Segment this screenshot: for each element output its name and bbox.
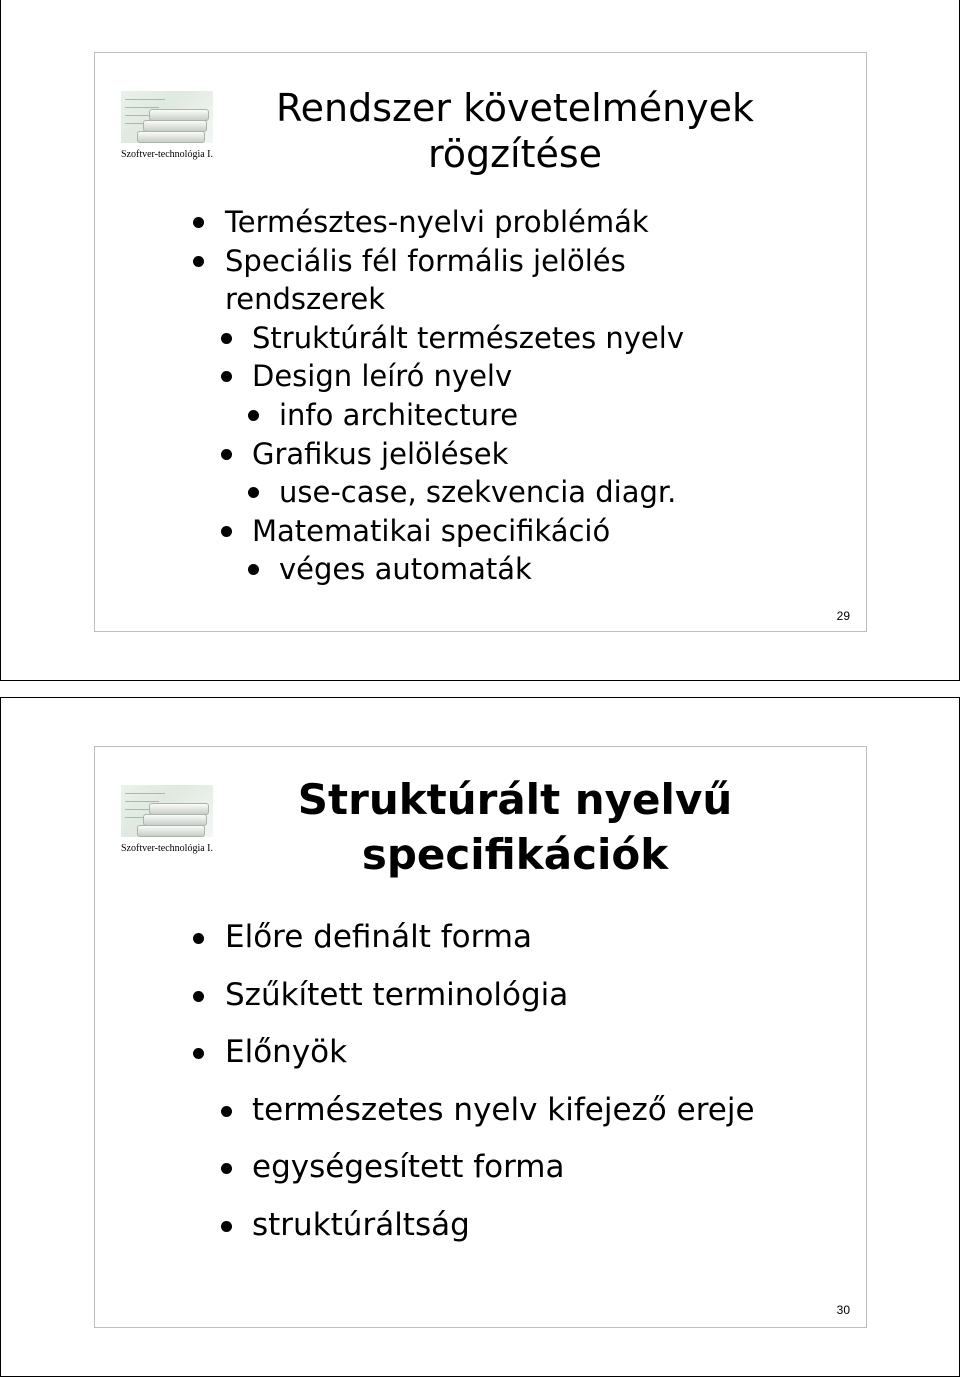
logo-caption: Szoftver-technológia I. [121,149,213,160]
sub-sub-bullet-item: use-case, szekvencia diagr. [225,473,684,512]
slide-title [195,773,835,882]
sub-bullet-item: struktúráltság [225,1197,755,1255]
sub-sub-bullet-item: info architecture [225,396,684,435]
sub-bullet-item: Design leíró nyelv [225,357,684,396]
slide-29 [94,52,867,632]
sub-bullet-item: Struktúrált természetes nyelv [225,319,684,358]
title-line-2: rögzítése [427,132,603,177]
bullet-item: Előnyök [225,1024,755,1082]
logo-caption: Szoftver-technológia I. [121,843,213,854]
slide-30 [94,746,867,1328]
bullet-item-continuation: rendszerek [225,282,386,317]
bullet-item: Természtes-nyelvi problémák [225,203,684,242]
bullet-item: Speciális fél formális jelölés [225,242,684,281]
handout-page-1 [0,0,960,681]
handout-page-2 [0,697,960,1377]
page-number: 30 [836,1303,850,1317]
title-line-1: Rendszer követelmények [275,86,755,130]
page-number: 29 [836,609,850,623]
bullet-list [225,909,755,1254]
slide-title [195,85,835,178]
sub-bullet-item: Matematikai specifikáció [225,512,684,551]
bullet-list [225,203,684,589]
sub-bullet-item: Grafikus jelölések [225,435,684,474]
title-line-1: Struktúrált nyelvű [297,775,733,824]
sub-bullet-item: egységesített forma [225,1139,755,1197]
sub-bullet-item: természetes nyelv kifejező ereje [225,1082,755,1140]
title-line-2: specifikációk [361,829,669,879]
bullet-item: Előre definált forma [225,909,755,967]
sub-sub-bullet-item: véges automaták [225,550,684,589]
bullet-item: Szűkített terminológia [225,967,755,1025]
